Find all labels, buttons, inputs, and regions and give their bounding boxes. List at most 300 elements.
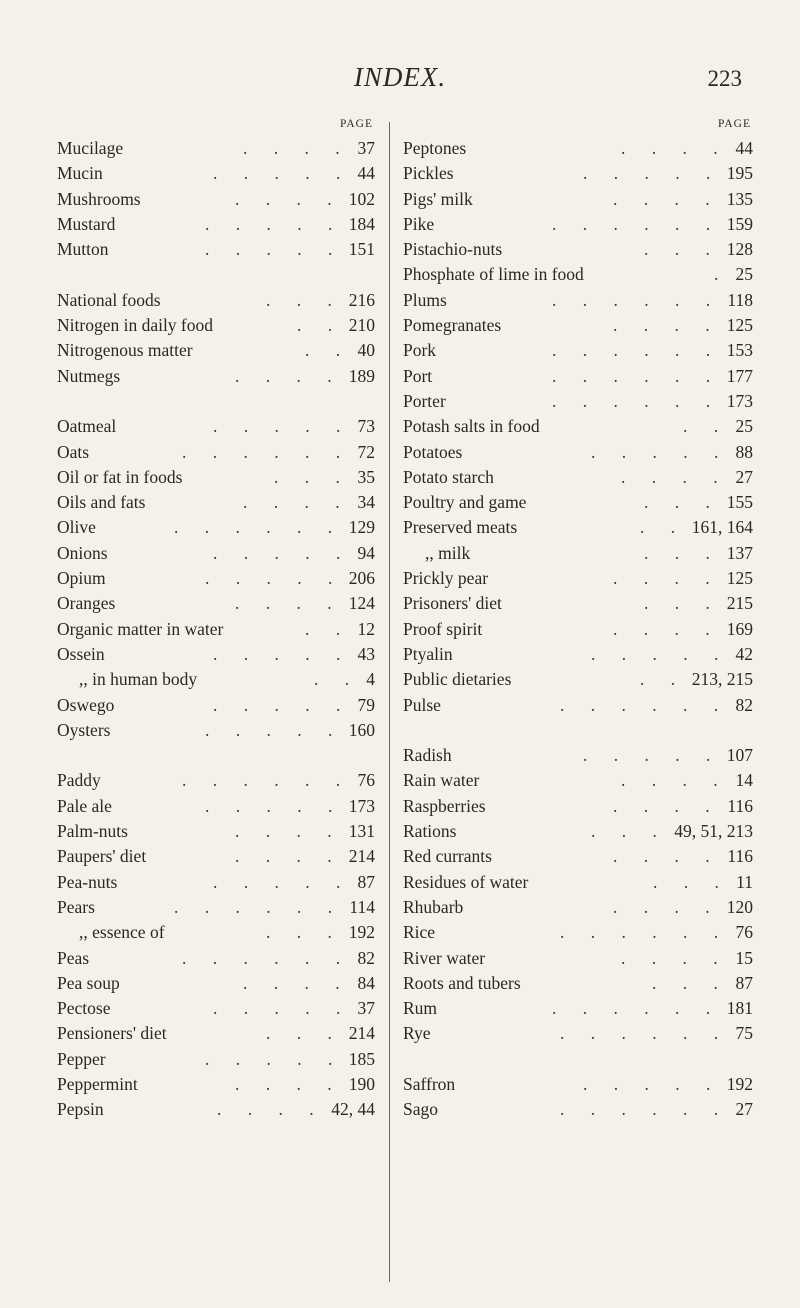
index-entry <box>403 490 753 515</box>
page-reference: 114 <box>349 896 375 917</box>
index-entry <box>57 237 375 262</box>
dot-leader: . . . . . <box>583 163 722 184</box>
dot-leader: . . . . . <box>591 643 730 664</box>
index-term: Residues of water <box>403 871 529 892</box>
index-term: Oatmeal <box>57 416 117 437</box>
dot-leader: . . . . . <box>213 871 352 892</box>
index-entry <box>403 642 753 667</box>
index-term: ,, essence of <box>79 922 165 943</box>
page-reference: 214 <box>348 846 375 867</box>
page-reference: 87 <box>357 871 375 892</box>
index-term: Oranges <box>57 593 116 614</box>
dot-leader: . . . . . <box>213 643 352 664</box>
section-gap <box>403 1047 753 1072</box>
index-term: Olive <box>57 517 96 538</box>
page-reference: 72 <box>357 441 375 462</box>
dot-leader: . . . <box>266 922 343 943</box>
index-entry <box>57 515 375 540</box>
index-term: Nitrogen in daily food <box>57 315 214 336</box>
index-entry <box>403 743 753 768</box>
index-entry <box>403 971 753 996</box>
index-entry <box>403 262 753 287</box>
index-term: Saffron <box>403 1073 456 1094</box>
index-term: Palm-nuts <box>57 821 128 842</box>
index-term: Preserved meats <box>403 517 518 538</box>
index-entry <box>403 617 753 642</box>
index-term: Rain water <box>403 770 480 791</box>
page-reference: 189 <box>348 365 375 386</box>
page-reference: 161, 164 <box>691 517 753 538</box>
dot-leader: . . <box>305 618 352 639</box>
page-reference: 131 <box>348 821 375 842</box>
index-term: Peptones <box>403 138 467 158</box>
page-reference: 25 <box>735 416 753 437</box>
dot-leader: . . . . <box>217 1099 325 1120</box>
page-reference: 37 <box>357 998 375 1019</box>
index-term: Plums <box>403 289 447 310</box>
index-entry <box>57 1072 375 1097</box>
dot-leader: . . <box>305 340 352 361</box>
index-term: Pigs' milk <box>403 188 473 209</box>
index-term: Pale ale <box>57 795 112 816</box>
page-reference: 76 <box>357 770 375 791</box>
page-reference: 94 <box>357 542 375 563</box>
index-term: Rum <box>403 998 438 1019</box>
index-entry <box>57 768 375 793</box>
index-entry <box>403 819 753 844</box>
index-entry <box>403 844 753 869</box>
page-reference: 177 <box>726 365 753 386</box>
index-term: Ptyalin <box>403 643 453 664</box>
index-term: Rye <box>403 1023 431 1044</box>
entry-list <box>57 136 375 1123</box>
index-term: Pickles <box>403 163 454 184</box>
index-term: Peas <box>57 947 90 968</box>
index-entry <box>57 946 375 971</box>
dot-leader: . . . . . <box>205 213 344 234</box>
page-reference: 82 <box>357 947 375 968</box>
dot-leader: . . . . <box>235 821 343 842</box>
index-term: Oats <box>57 441 90 462</box>
dot-leader: . . . . <box>243 138 351 158</box>
dot-leader: . . . . <box>243 492 351 513</box>
page-reference: 206 <box>348 568 375 589</box>
index-term: Sago <box>403 1099 438 1120</box>
index-entry <box>403 794 753 819</box>
page-reference: 125 <box>726 315 753 336</box>
dot-leader: . . <box>314 669 361 690</box>
page-reference: 37 <box>357 138 375 158</box>
dot-leader: . . . . <box>613 896 721 917</box>
index-term: Proof spirit <box>403 618 483 639</box>
index-entry <box>57 541 375 566</box>
index-term: ,, milk <box>425 542 471 563</box>
dot-leader: . . <box>640 517 687 538</box>
dot-leader: . . . . . . <box>560 694 730 715</box>
page-reference: 192 <box>348 922 375 943</box>
page-reference: 116 <box>727 846 753 867</box>
index-term: Oswego <box>57 694 115 715</box>
index-term: Onions <box>57 542 108 563</box>
page-reference: 42 <box>735 643 753 664</box>
index-entry <box>57 1097 375 1122</box>
index-term: Pepsin <box>57 1099 104 1120</box>
index-entry <box>403 768 753 793</box>
index-term: Potash salts in food <box>403 416 540 437</box>
page-reference: 124 <box>348 593 375 614</box>
index-entry <box>57 996 375 1021</box>
page-reference: 84 <box>357 972 375 993</box>
index-entry <box>57 693 375 718</box>
index-term: Raspberries <box>403 795 486 816</box>
page-reference: 125 <box>726 568 753 589</box>
index-term: Potatoes <box>403 441 463 462</box>
dot-leader: . . . . <box>621 138 729 158</box>
index-term: Opium <box>57 568 106 589</box>
page-reference: 153 <box>726 340 753 361</box>
dot-leader: . . . . <box>621 947 729 968</box>
index-entry <box>403 1097 753 1122</box>
page-reference: 155 <box>726 492 753 513</box>
page-reference: 169 <box>726 618 753 639</box>
index-term: Roots and tubers <box>403 972 521 993</box>
section-gap <box>57 389 375 414</box>
index-term: Pistachio-nuts <box>403 239 503 260</box>
dot-leader: . . . . . . <box>560 922 730 943</box>
dot-leader: . . . . . <box>583 745 722 766</box>
page-column-label: PAGE <box>718 118 751 130</box>
index-term: ,, in human body <box>79 669 198 690</box>
page-reference: 14 <box>735 770 753 791</box>
index-entry <box>403 237 753 262</box>
page-reference: 214 <box>348 1023 375 1044</box>
page-reference: 173 <box>348 795 375 816</box>
index-entry <box>403 364 753 389</box>
index-entry <box>403 465 753 490</box>
page-reference: 192 <box>726 1073 753 1094</box>
dot-leader: . . . . . <box>205 719 344 740</box>
index-term: National foods <box>57 289 161 310</box>
index-entry <box>403 996 753 1021</box>
index-entry <box>403 591 753 616</box>
page-reference: 76 <box>735 922 753 943</box>
dot-leader: . . . <box>644 492 721 513</box>
page-reference: 40 <box>357 340 375 361</box>
dot-leader: . . . . . . <box>560 1099 730 1120</box>
index-term: Nitrogenous matter <box>57 340 193 361</box>
dot-leader: . . . . . . <box>552 998 722 1019</box>
entry-list <box>403 136 753 1123</box>
dot-leader: . . . . . . <box>552 365 722 386</box>
right-index-column <box>403 118 753 1123</box>
index-entry <box>403 693 753 718</box>
index-entry <box>403 414 753 439</box>
index-term: River water <box>403 947 486 968</box>
page-reference: 27 <box>735 466 753 487</box>
page-reference: 137 <box>726 542 753 563</box>
page-reference: 129 <box>348 517 375 538</box>
index-entry <box>403 1072 753 1097</box>
index-term: Organic matter in water <box>57 618 224 639</box>
dot-leader: . . . . . . <box>552 289 722 310</box>
dot-leader: . . . . <box>613 188 721 209</box>
section-gap <box>57 743 375 768</box>
page-reference: 215 <box>726 593 753 614</box>
index-term: Poultry and game <box>403 492 527 513</box>
index-entry <box>57 465 375 490</box>
section-gap <box>57 262 375 287</box>
page-reference: 160 <box>348 719 375 740</box>
dot-leader: . . . . <box>613 846 721 867</box>
index-entry <box>57 288 375 313</box>
index-term: Pomegranates <box>403 315 502 336</box>
page-reference: 12 <box>357 618 375 639</box>
page-reference: 116 <box>727 795 753 816</box>
dot-leader: . . . . <box>613 795 721 816</box>
page-reference: 15 <box>735 947 753 968</box>
index-entry <box>403 566 753 591</box>
dot-leader: . . . . . . <box>552 340 722 361</box>
index-entry <box>57 642 375 667</box>
page-reference: 49, 51, 213 <box>674 821 753 842</box>
index-entry <box>57 667 375 692</box>
index-entry <box>403 895 753 920</box>
page-reference: 73 <box>357 416 375 437</box>
dot-leader: . . . . . <box>205 1048 344 1069</box>
dot-leader: . . . . . <box>205 795 344 816</box>
dot-leader: . . . . <box>235 593 343 614</box>
index-entry <box>403 1021 753 1046</box>
page-reference: 4 <box>366 669 375 690</box>
index-entry <box>403 338 753 363</box>
dot-leader: . . . . <box>243 972 351 993</box>
dot-leader: . . . . . . <box>560 1023 730 1044</box>
index-term: Rice <box>403 922 436 943</box>
index-entry <box>57 161 375 186</box>
dot-leader: . . . <box>274 466 351 487</box>
dot-leader: . . . <box>591 821 668 842</box>
index-term: Pork <box>403 340 437 361</box>
index-term: Oysters <box>57 719 111 740</box>
dot-leader: . . . . . . <box>174 896 344 917</box>
index-entry <box>57 1021 375 1046</box>
index-entry <box>403 288 753 313</box>
index-entry <box>57 971 375 996</box>
index-entry <box>403 136 753 161</box>
index-entry <box>57 718 375 743</box>
index-term: Pears <box>57 896 95 917</box>
index-entry <box>57 440 375 465</box>
dot-leader: . . . . . <box>213 416 352 437</box>
page-reference: 120 <box>726 896 753 917</box>
index-entry <box>57 313 375 338</box>
page-reference: 44 <box>735 138 753 158</box>
dot-leader: . . . . <box>613 315 721 336</box>
dot-leader: . . . . <box>235 365 343 386</box>
index-term: Prisoners' diet <box>403 593 502 614</box>
index-term: Mustard <box>57 213 116 234</box>
dot-leader: . . . . <box>613 568 721 589</box>
index-term: Pepper <box>57 1048 106 1069</box>
index-term: Red currants <box>403 846 492 867</box>
index-entry <box>57 591 375 616</box>
dot-leader: . . . <box>653 871 730 892</box>
dot-leader: . . . . . . <box>552 390 722 411</box>
index-term: Rations <box>403 821 457 842</box>
index-entry <box>403 667 753 692</box>
dot-leader: . . . . . <box>591 441 730 462</box>
page-reference: 210 <box>348 315 375 336</box>
dot-leader: . . . . . <box>213 694 352 715</box>
index-term: Port <box>403 365 433 386</box>
index-entry <box>403 313 753 338</box>
page-reference: 118 <box>727 289 753 310</box>
index-entry <box>57 187 375 212</box>
page-reference: 82 <box>735 694 753 715</box>
dot-leader: . . . . . <box>213 163 352 184</box>
index-term: Paupers' diet <box>57 846 147 867</box>
index-entry <box>57 895 375 920</box>
page-column-label: PAGE <box>340 118 373 130</box>
index-entry <box>403 389 753 414</box>
index-entry <box>403 212 753 237</box>
index-entry <box>403 870 753 895</box>
dot-leader: . . . . . <box>205 568 344 589</box>
index-entry <box>57 338 375 363</box>
page-reference: 195 <box>726 163 753 184</box>
dot-leader: . . . <box>644 542 721 563</box>
page-reference: 184 <box>348 213 375 234</box>
index-term: Mutton <box>57 239 109 260</box>
page-reference: 35 <box>357 466 375 487</box>
page-reference: 75 <box>735 1023 753 1044</box>
index-entry <box>57 844 375 869</box>
index-term: Pectose <box>57 998 111 1019</box>
dot-leader: . . . <box>644 593 721 614</box>
index-entry <box>57 566 375 591</box>
index-entry <box>403 946 753 971</box>
dot-leader: . . . . <box>621 466 729 487</box>
dot-leader: . . . . <box>613 618 721 639</box>
index-entry <box>57 490 375 515</box>
dot-leader: . . . . <box>235 846 343 867</box>
page-reference: 102 <box>348 188 375 209</box>
page-reference: 159 <box>726 213 753 234</box>
index-entry <box>403 541 753 566</box>
page-title: INDEX. <box>353 62 447 92</box>
index-entry <box>57 414 375 439</box>
column-divider <box>389 122 390 1282</box>
dot-leader: . . . . . <box>583 1073 722 1094</box>
index-term: Oils and fats <box>57 492 146 513</box>
index-term: Pea-nuts <box>57 871 118 892</box>
index-entry <box>57 794 375 819</box>
index-term: Paddy <box>57 770 101 791</box>
dot-leader: . . . . <box>235 1073 343 1094</box>
dot-leader: . . <box>640 669 687 690</box>
page-reference: 185 <box>348 1048 375 1069</box>
page-reference: 213, 215 <box>691 669 753 690</box>
page-reference: 79 <box>357 694 375 715</box>
page-reference: 181 <box>726 998 753 1019</box>
dot-leader: . . . . <box>621 770 729 791</box>
index-entry <box>57 617 375 642</box>
page-reference: 87 <box>735 972 753 993</box>
left-index-column <box>57 118 375 1123</box>
page-reference: 42, 44 <box>331 1099 375 1120</box>
dot-leader: . . . . . . <box>182 947 352 968</box>
page-reference: 216 <box>348 289 375 310</box>
dot-leader: . . . . . <box>213 542 352 563</box>
index-term: Peppermint <box>57 1073 138 1094</box>
dot-leader: . . . . <box>235 188 343 209</box>
index-term: Pea soup <box>57 972 120 993</box>
page-reference: 44 <box>357 163 375 184</box>
dot-leader: . . . <box>266 1023 343 1044</box>
page-reference: 107 <box>726 745 753 766</box>
page-reference: 135 <box>726 188 753 209</box>
page-reference: 25 <box>735 264 753 285</box>
index-entry <box>57 819 375 844</box>
page-reference: 173 <box>726 390 753 411</box>
index-entry <box>57 212 375 237</box>
dot-leader: . . . . . <box>213 998 352 1019</box>
index-term: Rhubarb <box>403 896 464 917</box>
dot-leader: . . . . . . <box>182 441 352 462</box>
index-entry <box>403 161 753 186</box>
index-term: Pulse <box>403 694 441 715</box>
dot-leader: . . . <box>266 289 343 310</box>
index-entry <box>57 364 375 389</box>
page-reference: 34 <box>357 492 375 513</box>
page-number: 223 <box>707 66 742 91</box>
dot-leader: . . . . . . <box>174 517 344 538</box>
index-entry <box>57 920 375 945</box>
page-reference: 128 <box>726 239 753 260</box>
section-gap <box>403 718 753 743</box>
index-entry <box>57 870 375 895</box>
page-reference: 190 <box>348 1073 375 1094</box>
index-term: Potato starch <box>403 466 494 487</box>
dot-leader: . . . . . <box>205 239 344 260</box>
index-term: Ossein <box>57 643 105 664</box>
index-entry <box>57 136 375 161</box>
index-term: Nutmegs <box>57 365 121 386</box>
index-term: Public dietaries <box>403 669 512 690</box>
page-reference: 88 <box>735 441 753 462</box>
index-entry <box>403 920 753 945</box>
index-term: Mushrooms <box>57 188 141 209</box>
index-term: Oil or fat in foods <box>57 466 183 487</box>
index-entry <box>57 1047 375 1072</box>
index-term: Phosphate of lime in food <box>403 264 584 285</box>
page-reference: 27 <box>735 1099 753 1120</box>
dot-leader: . <box>714 264 730 285</box>
index-term: Porter <box>403 390 446 411</box>
index-term: Pensioners' diet <box>57 1023 167 1044</box>
page-reference: 11 <box>736 871 753 892</box>
dot-leader: . . <box>683 416 730 437</box>
dot-leader: . . . <box>652 972 729 993</box>
page-reference: 151 <box>348 239 375 260</box>
page-reference: 43 <box>357 643 375 664</box>
dot-leader: . . . . . . <box>552 213 722 234</box>
index-term: Radish <box>403 745 452 766</box>
dot-leader: . . . <box>644 239 721 260</box>
index-term: Mucilage <box>57 138 124 158</box>
dot-leader: . . . . . . <box>182 770 352 791</box>
index-entry <box>403 187 753 212</box>
